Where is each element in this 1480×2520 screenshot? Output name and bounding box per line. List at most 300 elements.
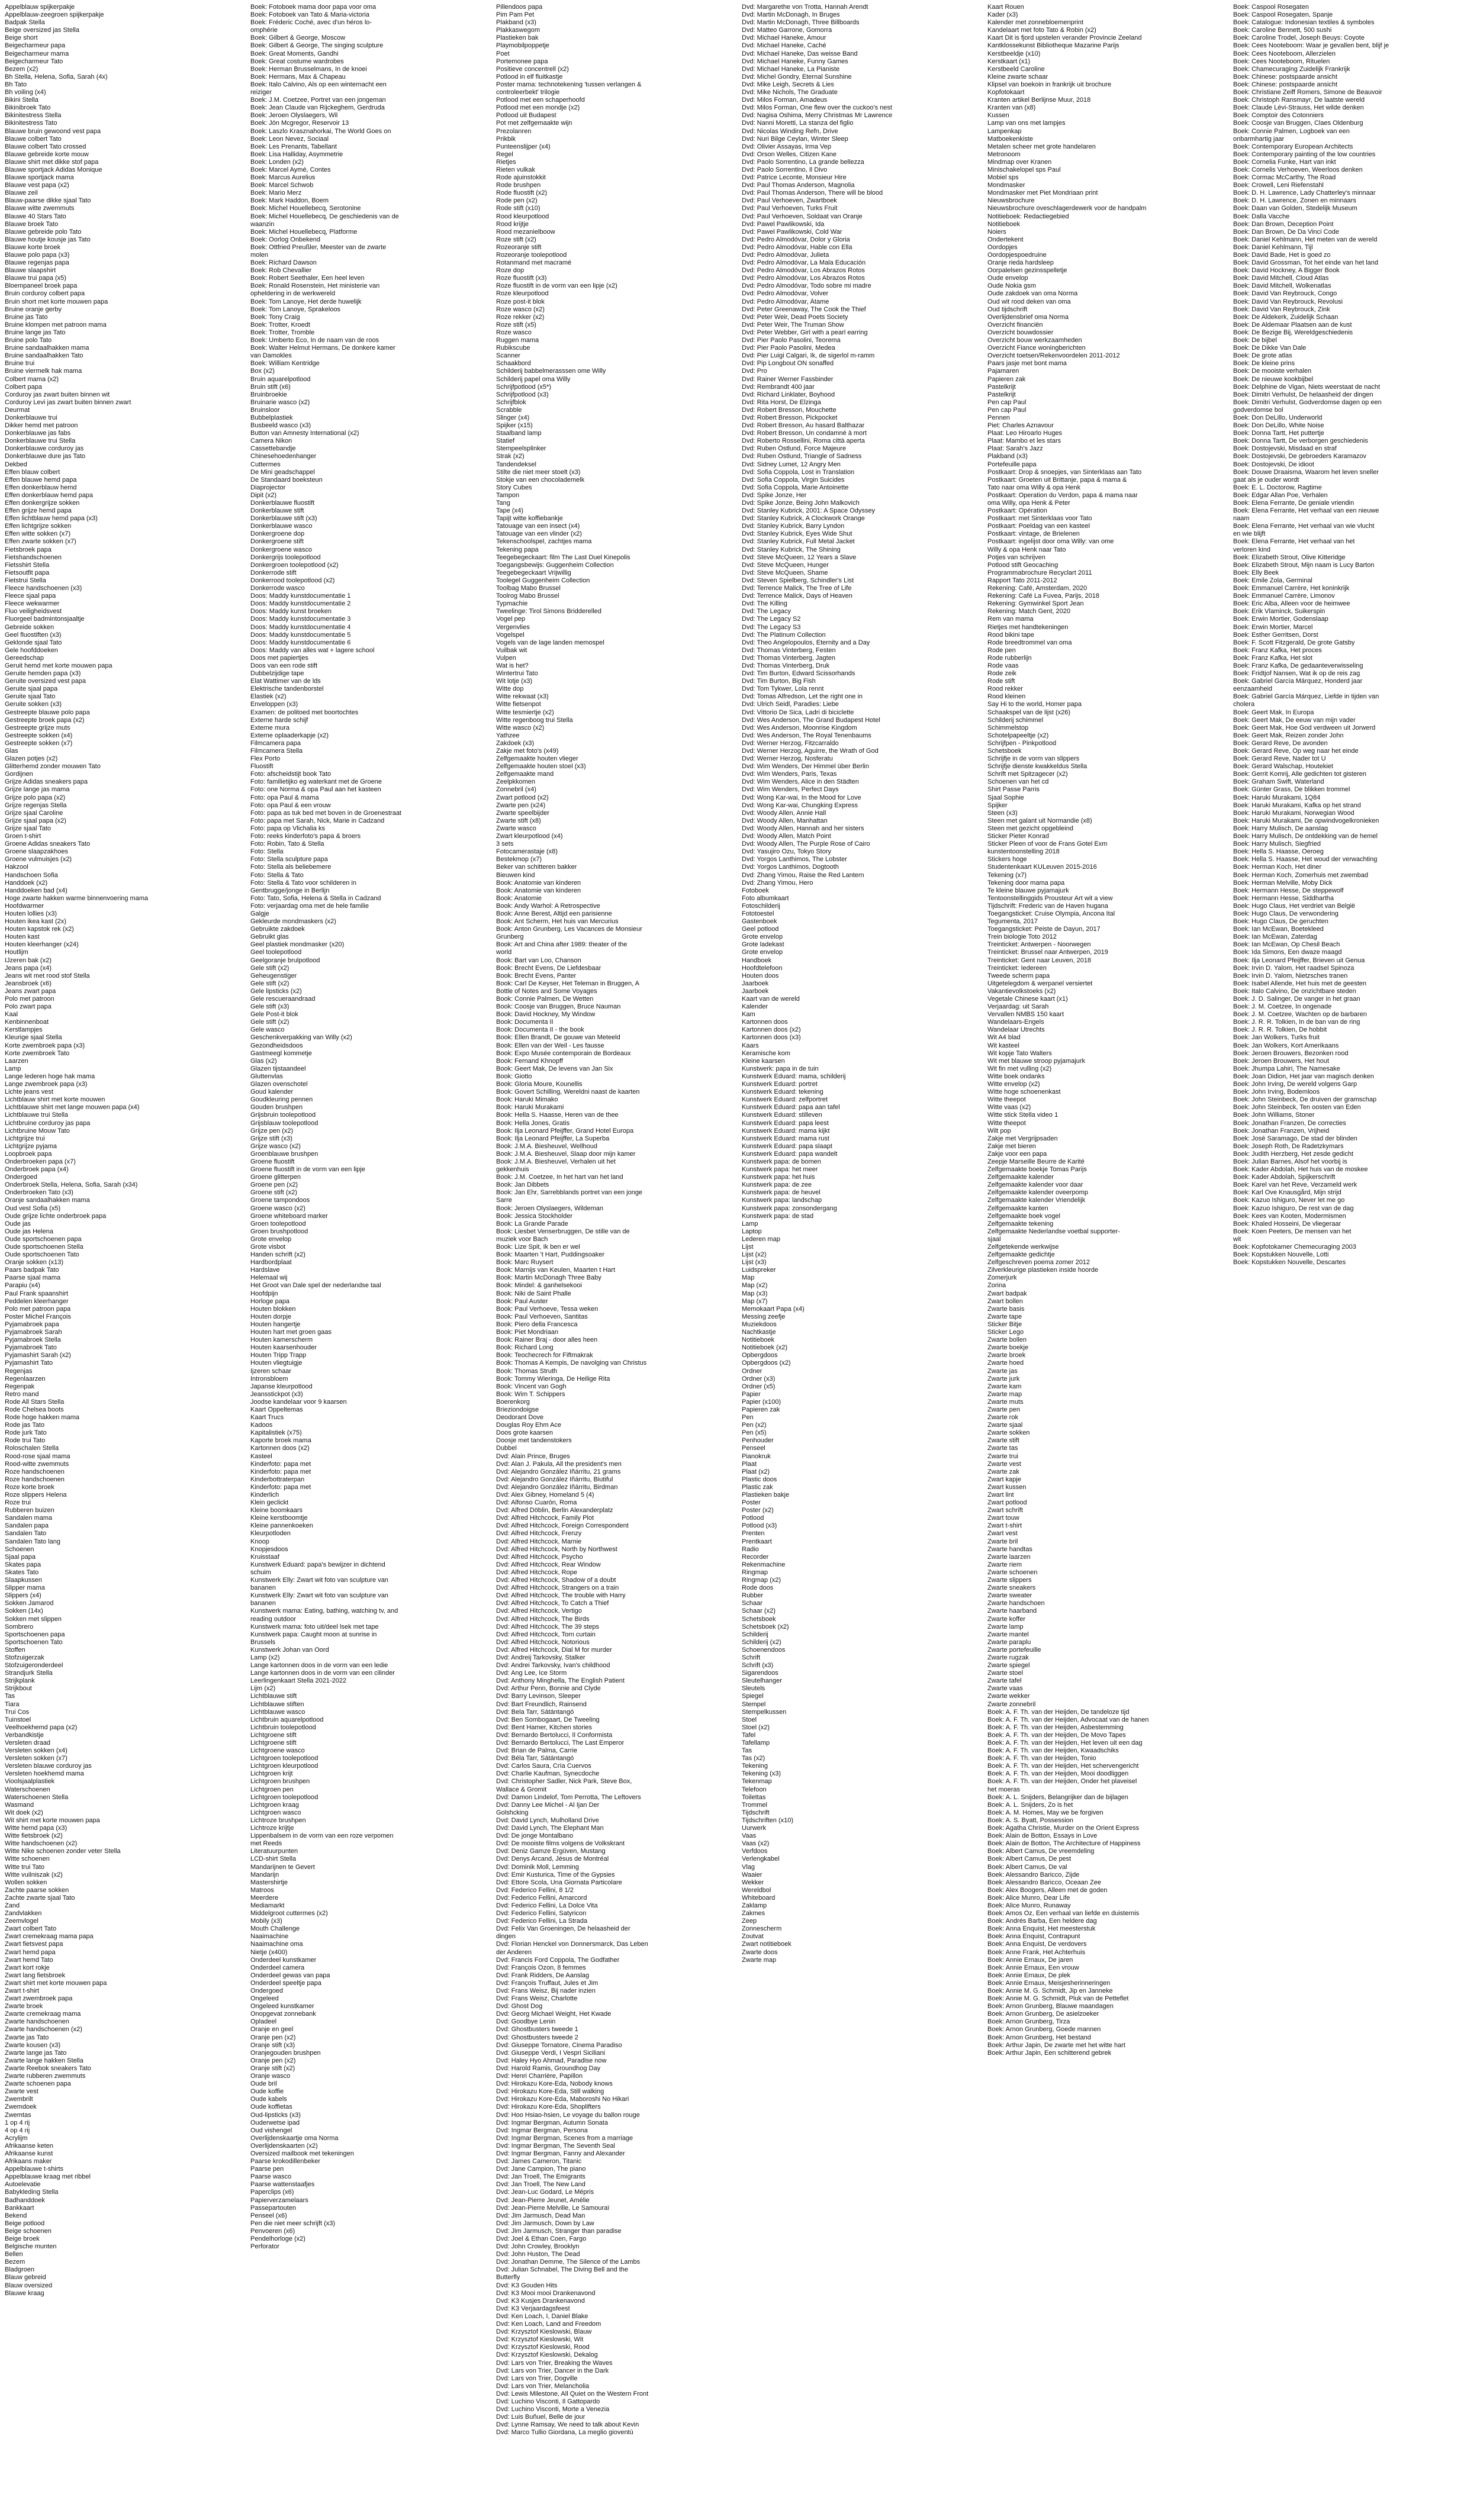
inventory-entry: Plaat (x2) (742, 1468, 770, 1475)
inventory-entry: Beige broek (5, 2235, 40, 2242)
inventory-entry: Boek: Emmanuel Carrère, Limonov (1233, 592, 1335, 600)
inventory-entry: Dvd: Werner Herzog, Fitzcarraldo (742, 739, 839, 747)
inventory-entry: Dvd: Paul Thomas Anderson, There will be blood (742, 189, 883, 197)
inventory-entry: Zwarte stoel (987, 1670, 1023, 1677)
inventory-entry: Blauwe regenjas papa (5, 259, 69, 267)
inventory-entry: Boek: Caroline Bennett, 500 sushi (1233, 27, 1332, 34)
inventory-entry: muziek voor Bach (496, 1235, 548, 1243)
inventory-entry: Geklonde sjaal Tato (5, 639, 62, 646)
inventory-entry: Boek: Caspool Rosegaten (1233, 4, 1309, 11)
inventory-entry: Dvd: Wong Kar-wai, In the Mood for Love (742, 794, 861, 801)
inventory-entry: Dvd: Hirokazu Kore-Eda, Still walking (496, 2088, 604, 2096)
inventory-entry: Boek: Marcel Aymé, Contes (250, 166, 331, 173)
inventory-entry: Stilte die niet meer stoelt (x3) (496, 468, 581, 476)
inventory-entry: Boek: Tom Lanoye, Sprakeloos (250, 305, 341, 313)
inventory-entry: dingen (496, 1933, 516, 1941)
inventory-entry: Lichtgrijze pyjama (5, 1142, 57, 1150)
inventory-entry: Muziekdoos (742, 1320, 777, 1328)
inventory-entry: Pianokruk (742, 1452, 771, 1460)
inventory-entry: Boek: J. R. R. Tolkien, De hobbit (1233, 1026, 1327, 1034)
inventory-entry: Treinticket: Iedereen (987, 964, 1047, 972)
inventory-entry: Penvoeren (x6) (250, 2227, 295, 2235)
inventory-entry: Groene whiteboard marker (250, 1212, 328, 1220)
inventory-entry: Zelfgemaakte Nederlandse voetbal supporter- (987, 1227, 1120, 1235)
inventory-entry: Mondmasker met Piet Mondriaan print (987, 189, 1098, 197)
inventory-entry: Lichtroze krijtje (250, 1825, 294, 1832)
inventory-entry: Dvd: Wim Wenders, Der Himmel über Berlin (742, 763, 869, 771)
inventory-entry: Wilt pop (987, 1127, 1011, 1135)
inventory-column-5 (987, 4, 1230, 2520)
inventory-entry: Book: Mindel: & ganhelsekooi (496, 1282, 582, 1290)
inventory-entry: Dvd: Ghostbusters tweede 2 (496, 2034, 578, 2041)
inventory-entry: Kaart Trucs (250, 1414, 284, 1422)
inventory-entry: Gouden brushpen (250, 1104, 303, 1111)
inventory-entry: Boek: Hella S. Haasse, Het woud der verwachting (1233, 856, 1378, 863)
inventory-entry: Plakband (x3) (987, 453, 1028, 460)
inventory-entry: Dvd: Vittorio De Sica, Ladri di biciclette (742, 708, 854, 716)
inventory-entry: Dvd: Thomas Vinterberg, Jagten (742, 654, 835, 662)
inventory-entry: Jeansstickpot (x3) (250, 1390, 303, 1398)
inventory-entry: Boek: Günter Grass, De blikken trommel (1233, 786, 1350, 794)
inventory-entry: Boek: Erwin Mortier, Marcel (1233, 623, 1313, 631)
inventory-entry: Stickers hoge (987, 856, 1027, 863)
inventory-entry: Dvd: Alfred Hitchcock, Frenzy (496, 1530, 582, 1538)
inventory-entry: Geruite sjaal papa (5, 685, 58, 693)
inventory-entry: Zwart badpak (987, 1290, 1027, 1297)
inventory-entry: Map (x3) (742, 1290, 768, 1297)
inventory-entry: Appelblauw spijkerpakje (5, 4, 75, 11)
inventory-entry: Boek: Crowell, Leni Riefenstahl (1233, 182, 1324, 189)
inventory-entry: Geel potlood (742, 926, 779, 933)
inventory-entry: Blauw-paarse dikke sjaal Tato (5, 197, 91, 205)
inventory-entry: Zwarte lange hakken Stella (5, 2057, 83, 2064)
inventory-entry: Dvd: Paolo Sorrentino, La grande bellezza (742, 158, 864, 166)
inventory-entry: Boek: Donna Tartt, De verborgen geschiedenis (1233, 437, 1368, 445)
inventory-entry: Onopgevat zonnebank (250, 2010, 316, 2018)
inventory-entry: Donkergrijs toolepotlood (250, 553, 321, 561)
inventory-entry: Kunstwerk papa: Caught moon at sunrise in (250, 1630, 377, 1638)
inventory-entry: Rode ajuinstokkit (496, 174, 546, 182)
inventory-entry: Gele stift (x2) (250, 1019, 289, 1026)
inventory-entry: Zwarte broek (5, 2003, 43, 2010)
inventory-entry: Wat is het? (496, 662, 529, 669)
inventory-entry: Handen schrift (x2) (250, 1251, 305, 1259)
inventory-entry: Foto: afscheidstijt book Tato (250, 771, 332, 778)
inventory-entry: Dvd: Marco Tullio Giordana, La meglio gioventù (496, 2429, 633, 2437)
inventory-entry: en wie blijft (1233, 530, 1266, 538)
inventory-entry: Boek: Fotoboek van Tato & Maria-victoria (250, 11, 369, 19)
inventory-entry: Dvd: Ken Loach, Land and Freedom (496, 2321, 601, 2328)
inventory-entry: Kartonnen doos (x3) (742, 1034, 801, 1042)
inventory-entry: Book: Ilja Leonard Pfeijffer, La Superba (496, 1135, 610, 1142)
inventory-column-2 (250, 4, 493, 2520)
inventory-entry: Blauwe colbert Tato (5, 135, 62, 143)
inventory-entry: Dvd: Paul Verhoeven, Soldaat van Oranje (742, 212, 863, 220)
inventory-entry: Witte fietsbroek (x2) (5, 1832, 63, 1840)
inventory-entry: Schaakbord (496, 360, 531, 368)
inventory-entry: Meerdere (250, 1894, 279, 1902)
inventory-entry: Loopbroek papa (5, 1150, 52, 1158)
inventory-entry: Beigecharmeur Tato (5, 57, 63, 65)
inventory-entry: Boek: Cees Nooteboom, Allerzielen (1233, 50, 1336, 57)
inventory-entry: Boek: Elly Beek (1233, 569, 1279, 576)
inventory-entry: Kunstwerk papa: het meer (742, 1166, 818, 1174)
inventory-entry: Boek: Albert Camus, De val (987, 1863, 1067, 1871)
inventory-entry: Dvd: Peter Weir, The Truman Show (742, 321, 844, 328)
inventory-entry: Zwarte haarband (987, 1607, 1037, 1615)
inventory-entry: Lamp (5, 1065, 21, 1072)
inventory-entry: Boek: David Mitchell, Wolkenatlas (1233, 282, 1331, 290)
inventory-entry: Grote envelop (742, 933, 783, 941)
inventory-entry: Dvd: Pedro Almodóvar, Los Abrazos Rotos (742, 275, 865, 282)
inventory-entry: Stofzuigeronderdeel (5, 1662, 63, 1670)
inventory-entry: Kunstwerk Eduard: mama, schilderij (742, 1072, 846, 1080)
inventory-entry: Ongeleed kunstkamer (250, 2003, 314, 2010)
inventory-entry: Lichtblauwe shirt met lange mouwen papa (x4) (5, 1104, 140, 1111)
inventory-entry: Boek: William Kentridge (250, 360, 320, 368)
inventory-entry: Bruine sandaalhakken mama (5, 344, 89, 352)
inventory-entry: Wit kopje Tato Walters (987, 1049, 1052, 1057)
inventory-entry: Dvd: Jean-Pierre Jeunet, Amélie (496, 2196, 590, 2204)
inventory-entry: Rode pen (x2) (496, 197, 538, 205)
inventory-entry: wit (1233, 1235, 1241, 1243)
inventory-entry: Kinderfoto: papa met (250, 1483, 311, 1491)
inventory-entry: Geelgoranje brulpotlood (250, 956, 320, 964)
inventory-entry: Tijdschrift: Frederic van de Haven hugana (987, 902, 1108, 910)
inventory-entry: Dvd: Bent Hamer, Kitchen stories (496, 1723, 593, 1731)
inventory-entry: Externe oplaaderkapje (x2) (250, 731, 329, 739)
inventory-entry: Dvd: Pier Luigi Calgari, Ik, de sigerlol m-ramm (742, 352, 875, 360)
inventory-entry: Dvd: Alfred Hitchcock, Rear Window (496, 1561, 601, 1568)
inventory-entry: Boek: Alain de Botton, Essays in Love (987, 1832, 1098, 1840)
inventory-entry: Schrift (742, 1654, 761, 1661)
inventory-entry: Ondergoed (250, 1987, 284, 1994)
inventory-entry: Dvd: Jim Jarmusch, Stranger than paradise (496, 2227, 622, 2235)
inventory-entry: Boek: Donna Tartt, Het puttertje (1233, 430, 1324, 437)
inventory-entry: Bottle of Notes and Some Voyages (496, 987, 597, 995)
inventory-entry: Potlood in elf fluitkastje (496, 73, 563, 80)
inventory-entry: Onderdeel kunstkamer (250, 1956, 317, 1964)
inventory-entry: Dvd: Alfred Hitchcock, Psycho (496, 1553, 583, 1561)
inventory-entry: Boek: Joan Didion, Het jaar van magisch denken (1233, 1072, 1374, 1080)
inventory-entry: Dvd: Pedro Almodóvar, Átame (742, 298, 829, 305)
inventory-entry: Foto: one Norma & opa Paul aan het kasteen (250, 786, 381, 794)
inventory-entry: Versleten draad (5, 1739, 51, 1746)
inventory-entry: Zwarte vest (987, 1460, 1021, 1468)
inventory-entry: Boek: Don DeLillo, Underworld (1233, 414, 1323, 421)
inventory-entry: Kantklossekunst Bibliotheque Mazarine Parijs (987, 42, 1119, 50)
inventory-entry: Zwarte laarzen (987, 1553, 1031, 1561)
inventory-column-1 (5, 4, 247, 2520)
inventory-entry: Roze slippers Helena (5, 1491, 67, 1499)
inventory-entry: Schaakspel van de lijst (x26) (987, 708, 1071, 716)
inventory-entry: Zwart lang fietsbroek (5, 1971, 66, 1979)
inventory-entry: Bruine klompen met patroon mama (5, 321, 107, 328)
inventory-entry: Opbergdoos (742, 1352, 778, 1359)
inventory-entry: Paarse krokodillenbeker (250, 2158, 321, 2165)
inventory-entry: Dvd: Ruben Östlund, Force Majeure (742, 445, 847, 453)
inventory-entry: Lichtgroen kleurpotlood (250, 1762, 318, 1770)
inventory-entry: Dvd: Michael Haneke, La Pianiste (742, 65, 840, 73)
inventory-entry: Bruin corduroy colbert papa (5, 290, 85, 298)
inventory-entry: Pyjamabroek papa (5, 1320, 59, 1328)
inventory-entry: Houten ikea kast (2x) (5, 918, 66, 926)
inventory-entry: Uitgetelegdom & werpanel versiertet (987, 979, 1093, 987)
inventory-entry: Blauwe gebreide polo Tato (5, 228, 82, 236)
inventory-entry: Hoofdtelefoon (742, 964, 783, 972)
inventory-entry: Kunstwerk Eduard: papa slaapt (742, 1142, 832, 1150)
inventory-entry: Geel toolepotlood (250, 949, 302, 956)
inventory-entry: Dvd: Ruben Östlund, Triangle of Sadness (742, 453, 862, 460)
inventory-entry: Foto: Stella (250, 848, 284, 856)
inventory-entry: Dvd: Robert Bresson, Mouchette (742, 406, 836, 414)
inventory-entry: Ouderwetse ipad (250, 2119, 300, 2126)
inventory-entry: Oud tijdschrift (987, 305, 1028, 313)
inventory-entry: Laarzen (5, 1057, 28, 1065)
inventory-entry: Book: Marnijs van Keulen, Maarten t Hart (496, 1267, 616, 1274)
inventory-entry: Zakdoek (x3) (496, 739, 535, 747)
inventory-entry: Oranjegouden brushpen (250, 2049, 321, 2057)
inventory-entry: Veelhoekhemd papa (x2) (5, 1723, 78, 1731)
inventory-entry: Boek: De nieuwe kookbijbel (1233, 375, 1314, 383)
inventory-entry: Galgje (250, 910, 269, 917)
inventory-entry: Kunstwerk: papa in de tuin (742, 1065, 819, 1072)
inventory-entry: Zwarte Reebok sneakers Tato (5, 2064, 91, 2072)
inventory-entry: Donkergroen toolepotlood (x2) (250, 561, 339, 569)
inventory-entry: Waterschoenen Stella (5, 1793, 69, 1801)
inventory-entry: opheldering in de werkwereld (250, 290, 336, 298)
inventory-entry: Messing zeefje (742, 1313, 786, 1320)
inventory-entry: Pen cap Paul (987, 406, 1027, 414)
inventory-entry: Boek: Anna Enquist, Contrapunt (987, 1933, 1080, 1941)
inventory-entry: Houten lollies (x3) (5, 910, 57, 917)
inventory-entry: Boek: Geert Mak, De eeuw van mijn vader (1233, 716, 1356, 724)
inventory-entry: Dvd: Tomas Alfredson, Let the right one in (742, 693, 863, 701)
inventory-entry: Busbeeld wasco (x3) (250, 422, 311, 430)
inventory-entry: Donkergroene dop (250, 530, 305, 538)
inventory-entry: Book: La Grande Parade (496, 1220, 568, 1227)
inventory-entry: Kaart van de wereld (742, 995, 800, 1003)
inventory-entry: Sokken Jamarod (5, 1600, 54, 1607)
inventory-entry: Groene stift (x2) (250, 1189, 297, 1197)
inventory-entry: Dvd: Rita Horst, De Elzinga (742, 398, 821, 406)
inventory-entry: Boek: Daniel Kehlmann, Tijl (1233, 243, 1313, 251)
inventory-entry: Naaimachine (250, 1933, 289, 1941)
inventory-entry: Dubbelzijdige tape (250, 670, 304, 678)
inventory-entry: Jeans papa (x4) (5, 964, 52, 972)
inventory-entry: Donkerrode wasco (250, 585, 305, 592)
inventory-entry: Zelfgemaakte kalender (987, 1174, 1054, 1181)
inventory-entry: Dvd: Woody Allen, Manhattan (742, 817, 828, 824)
inventory-entry: Middelgroot cuttermes (x2) (250, 1910, 328, 1918)
inventory-entry: Zakje met bieren (987, 1142, 1036, 1150)
inventory-entry: Zwarte cremekraag mama (5, 2010, 81, 2018)
inventory-entry: Wandelaars-Engels (987, 1019, 1044, 1026)
inventory-entry: Tekening (x3) (742, 1770, 781, 1778)
inventory-entry: Boek: Ian McEwan, Boetekleed (1233, 926, 1324, 933)
inventory-entry: Grijze sjaal Tato (5, 824, 52, 832)
inventory-entry: Fluo veiligheidsvest (5, 608, 62, 616)
inventory-entry: Dvd: Sofia Coppola, Lost in Translation (742, 468, 855, 476)
inventory-entry: Schilderij (x2) (742, 1638, 781, 1646)
inventory-entry: Japanse kleurpotlood (250, 1383, 313, 1390)
inventory-entry: Boek: Caspool Rosegaten, Spanje (1233, 11, 1333, 19)
inventory-entry: Lijst (x2) (742, 1251, 767, 1259)
inventory-entry: Boek: Ida Simons, Een dwaze maagd (1233, 949, 1342, 956)
inventory-entry: Recorder (742, 1553, 769, 1561)
inventory-entry: Geruite sokken (x3) (5, 701, 62, 708)
inventory-entry: Gestreepte blauwe polo papa (5, 708, 90, 716)
inventory-entry: Boek: Jean Claude van Rijckeghem, Gerdruda (250, 104, 385, 112)
inventory-entry: Boek: Trotter, Kroedt (250, 321, 310, 328)
inventory-entry: Punteenslijper (x4) (496, 143, 551, 150)
inventory-entry: Poster Michel François (5, 1313, 71, 1320)
inventory-entry: Dvd: Bernardo Bertolucci, Il Conformista (496, 1731, 613, 1739)
inventory-entry: Bekend (5, 2212, 27, 2219)
inventory-entry: Dipit (x2) (250, 491, 277, 499)
inventory-entry: Boek: Kopstukken Nouvelle, Descartes (1233, 1259, 1346, 1267)
inventory-entry: Boek: Connie Palmen, Logboek van een (1233, 127, 1350, 135)
inventory-entry: Doos: Maddy kunstdocumentatie 4 (250, 623, 351, 631)
inventory-entry: Dvd: Federico Fellini, 8 1/2 (496, 1886, 574, 1894)
inventory-entry: Boek: Jeroen Olyslaegers, Wil (250, 112, 338, 120)
inventory-entry: Dvd: Andrei Tarkovsky, Ivan's childhood (496, 1662, 610, 1670)
inventory-entry: Boek: Oorlog Onbekend (250, 236, 321, 243)
inventory-entry: Book: Haruki Mimako (496, 1096, 558, 1104)
inventory-entry: Goud kalender (250, 1088, 294, 1096)
inventory-entry: Book: Haruki Murakami (496, 1104, 564, 1111)
inventory-entry: Dvd: Ingmar Bergman, Fanny and Alexander (496, 2150, 625, 2157)
inventory-entry: Dvd: Alfred Hitchcock, The trouble with Harry (496, 1592, 626, 1600)
inventory-entry: Dvd: Carlos Saura, Cría Cuervos (496, 1762, 591, 1770)
inventory-entry: Groen brushpotlood (250, 1227, 308, 1235)
inventory-entry: Noiers (987, 228, 1006, 236)
inventory-entry: Flex Porto (250, 755, 281, 763)
inventory-entry: Dvd: Damon Lindelof, Tom Perrotta, The Leftovers (496, 1793, 641, 1801)
inventory-entry: Boek: Andrés Barba, Een heldere dag (987, 1918, 1097, 1925)
inventory-entry: Oud-lipsticks (x3) (250, 2111, 301, 2119)
inventory-entry: Boek: John Irving, Bodemloos (1233, 1088, 1320, 1096)
inventory-entry: Boek: Great costume wardrobes (250, 57, 344, 65)
inventory-entry: Bruine sandaalhakken Tato (5, 352, 83, 360)
inventory-entry: Zeep (742, 1918, 757, 1925)
inventory-entry: Stempelkussen (742, 1708, 787, 1716)
inventory-entry: Dvd: Alfred Hitchcock, The 39 steps (496, 1623, 600, 1630)
inventory-entry: Boek: Geert Mak, Reizen zonder John (1233, 731, 1344, 739)
inventory-entry: Lichtgroen wasco (250, 1809, 301, 1816)
inventory-entry: Boek: Hermans, Max & Chapeau (250, 73, 346, 80)
inventory-entry: Paperclips (x6) (250, 2189, 294, 2196)
inventory-entry: Book: Jeroen Olyslaegers, Wildeman (496, 1204, 603, 1212)
inventory-entry: Slinger (x4) (496, 414, 530, 421)
inventory-entry: Overlijdensbrief oma Norma (987, 313, 1069, 321)
inventory-entry: Penseel (x6) (250, 2212, 287, 2219)
inventory-entry: Dvd: Joel & Ethan Coen, Fargo (496, 2235, 587, 2242)
inventory-entry: Slippers (x4) (5, 1592, 41, 1600)
inventory-entry: Dvd: Alfred Hitchcock, To Catch a Thief (496, 1600, 609, 1607)
inventory-entry: Zwart kleurpotlood (x4) (496, 833, 563, 840)
inventory-entry: Dvd: Tom Tykwer, Lola rennt (742, 685, 824, 693)
inventory-entry: Dvd: Patrice Leconte, Monsieur Hire (742, 174, 847, 182)
inventory-entry: Poster (742, 1499, 761, 1507)
inventory-entry: Zelfgemaakte houten vlieger (496, 755, 578, 763)
inventory-entry: Hoofdpijn (250, 1290, 278, 1297)
inventory-entry: Rieten vulkak (496, 166, 536, 173)
inventory-entry: Kerstkaart (x1) (987, 57, 1031, 65)
inventory-entry: Dvd: Michael Haneke, Das weisse Band (742, 50, 858, 57)
inventory-entry: Onderbroeken Tato (x3) (5, 1189, 73, 1197)
inventory-entry: Dvd: Alan J. Pakula, All the president's men (496, 1460, 622, 1468)
inventory-entry: Book: Fernand Khnopff (496, 1057, 563, 1065)
inventory-entry: Dvd: Richard Linklater, Boyhood (742, 391, 835, 398)
inventory-entry: Tas (742, 1747, 752, 1755)
inventory-entry: Donkerblauwe trui Stella (5, 437, 76, 445)
inventory-entry: cholera (1233, 701, 1255, 708)
inventory-entry: Schrijfpotlood (x3) (496, 391, 549, 398)
inventory-entry: Kasteel (250, 1452, 272, 1460)
inventory-entry: Grunberg (496, 933, 524, 941)
inventory-entry: Paarse wasco (250, 2173, 292, 2181)
inventory-entry: Paarse sjaal mama (5, 1274, 61, 1282)
inventory-entry: Dvd: Jim Jarmusch, Dead Man (496, 2212, 585, 2219)
inventory-entry: Houten hart met groen gaas (250, 1329, 332, 1336)
inventory-entry: Geel plastiek mondmasker (x20) (250, 941, 345, 949)
inventory-entry: Book: Documenta II (496, 1019, 554, 1026)
inventory-entry: Dvd: Mike Nichols, The Graduate (742, 89, 838, 96)
inventory-entry: Sokken (14x) (5, 1607, 43, 1615)
inventory-entry: Zwart vest (987, 1530, 1018, 1538)
inventory-entry: Luidspreker (742, 1267, 776, 1274)
inventory-entry: Onderbroek Stella, Helena, Sofia, Sarah (x34) (5, 1181, 138, 1189)
inventory-entry: Rode trui Tato (5, 1437, 46, 1445)
inventory-entry: Rode stift (987, 678, 1015, 685)
inventory-entry: Boek: Annie Ernaux, De jaren (987, 1956, 1073, 1964)
inventory-entry: Handdoek (x2) (5, 879, 48, 887)
inventory-entry: Wintertrui Tato (496, 670, 538, 678)
inventory-entry: Wit shirt met korte mouwen papa (5, 1816, 100, 1824)
inventory-entry: Rode doos (742, 1584, 774, 1592)
inventory-entry: Roze kleurpotlood (496, 290, 549, 298)
inventory-entry: Opladeel (250, 2018, 277, 2026)
inventory-entry: Gebreide sokken (5, 623, 54, 631)
inventory-entry: Boek: A. F. Th. van der Heijden, De Movo Tapes (987, 1731, 1126, 1739)
inventory-entry: Boek: Hugo Claus, De geruchten (1233, 918, 1328, 926)
inventory-entry: Onderdeel gewas van papa (250, 1971, 330, 1979)
inventory-entry: Vogels van de lage landen memospel (496, 639, 604, 646)
inventory-entry: Boek: Graham Swift, Waterland (1233, 778, 1324, 786)
inventory-entry: Helemaal wij (250, 1274, 288, 1282)
inventory-entry: Zwart colbert Tato (5, 1925, 57, 1933)
inventory-entry: Zwart kort rokje (5, 1964, 50, 1971)
inventory-entry: Boek: Jonathan Franzen, De correcties (1233, 1119, 1346, 1127)
inventory-entry: Shirt Passe Parris (987, 786, 1040, 794)
inventory-entry: Sportschoenen Tato (5, 1638, 63, 1646)
inventory-entry: Dvd: Ulrich Seidl, Paradies: Liebe (742, 701, 839, 708)
inventory-entry: godverdomse bol (1233, 406, 1283, 414)
inventory-entry: Plaat: Mambo et les stars (987, 437, 1061, 445)
inventory-entry: Radio (742, 1545, 759, 1553)
inventory-entry: Externe mura (250, 724, 290, 731)
inventory-entry: Boek: Leon Nevez, Sociaal (250, 135, 329, 143)
inventory-entry: Nachtkastje (742, 1329, 776, 1336)
inventory-entry: Kunstwerk papa: de bomen (742, 1158, 821, 1165)
inventory-entry: Gentbrugge/jonge in Berlijn (250, 887, 330, 894)
inventory-entry: Douglas Roy Ehm Ace (496, 1422, 562, 1429)
inventory-entry: Zwarte rubberen zwemmuts (5, 2073, 86, 2080)
inventory-entry: Sticker Lego (987, 1329, 1024, 1336)
inventory-entry: Foto: Stella sculpture papa (250, 856, 328, 863)
inventory-entry: Onderbroek papa (x4) (5, 1166, 69, 1174)
